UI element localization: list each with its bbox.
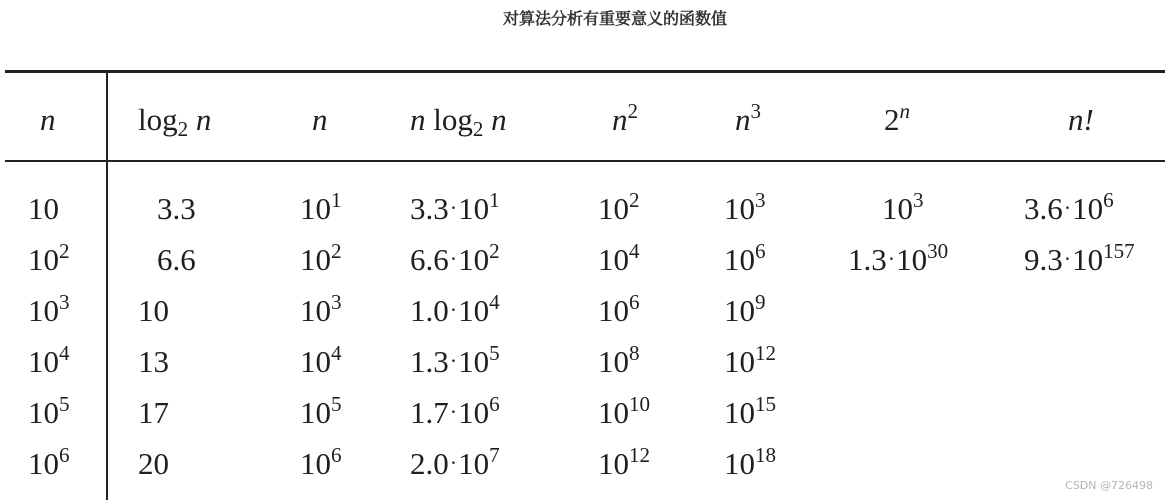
cell-2-pow-n: $1.3\cdot 10^{30}$ <box>848 239 949 277</box>
cell-2-pow-n: $10^3$ <box>882 188 924 226</box>
cell-n: $10^6$ <box>28 443 70 481</box>
table-top-rule <box>5 70 1165 73</box>
header-n-cubed: $n^3$ <box>735 99 762 137</box>
cell-n-factorial: $3.6\cdot 10^6$ <box>1024 188 1114 226</box>
cell-nlog2n: $3.3\cdot 10^1$ <box>410 188 500 226</box>
cell-n-linear: $10^4$ <box>300 341 342 379</box>
cell-log2n: 17 <box>138 395 169 430</box>
cell-n-squared: $10^8$ <box>598 341 640 379</box>
header-n-squared: $n^2$ <box>612 99 639 137</box>
header-n-linear: n <box>312 102 328 137</box>
watermark: CSDN @726498 <box>1065 479 1153 492</box>
cell-n-linear: $10^2$ <box>300 239 342 277</box>
cell-nlog2n: $1.3\cdot 10^5$ <box>410 341 500 379</box>
cell-n-factorial: $9.3\cdot 10^{157}$ <box>1024 239 1135 277</box>
header-nlog2n: n $\log_2 n$ <box>410 102 507 142</box>
cell-n-squared: $10^{12}$ <box>598 443 651 481</box>
cell-n: $10^3$ <box>28 290 70 328</box>
cell-n-squared: $10^6$ <box>598 290 640 328</box>
cell-n-linear: $10^5$ <box>300 392 342 430</box>
cell-n: $10^5$ <box>28 392 70 430</box>
cell-n-cubed: $10^{12}$ <box>724 341 777 379</box>
table-vertical-rule <box>106 72 108 500</box>
cell-n-cubed: $10^{15}$ <box>724 392 777 430</box>
cell-n: $10^2$ <box>28 239 70 277</box>
cell-n-cubed: $10^{18}$ <box>724 443 777 481</box>
header-2-pow-n: 2$^n$ <box>884 99 911 137</box>
cell-n-linear: $10^1$ <box>300 188 342 226</box>
cell-log2n: 13 <box>138 344 169 379</box>
cell-log2n: 6.6 <box>157 242 196 277</box>
cell-nlog2n: $6.6\cdot 10^2$ <box>410 239 500 277</box>
cell-n: 10 <box>28 191 59 226</box>
cell-n-linear: $10^3$ <box>300 290 342 328</box>
cell-n-squared: $10^4$ <box>598 239 640 277</box>
cell-n-cubed: $10^6$ <box>724 239 766 277</box>
cell-nlog2n: $1.7\cdot 10^6$ <box>410 392 500 430</box>
cell-n-linear: $10^6$ <box>300 443 342 481</box>
table-header-rule <box>5 160 1165 162</box>
header-n: n <box>40 102 56 137</box>
cell-log2n: 20 <box>138 446 169 481</box>
cell-n-squared: $10^2$ <box>598 188 640 226</box>
header-log2n: $\log_2 n$ <box>138 102 212 142</box>
cell-n-squared: $10^{10}$ <box>598 392 651 430</box>
cell-log2n: 10 <box>138 293 169 328</box>
cell-n-cubed: $10^9$ <box>724 290 766 328</box>
cell-nlog2n: $1.0\cdot 10^4$ <box>410 290 500 328</box>
cell-n: $10^4$ <box>28 341 70 379</box>
page-title: 对算法分析有重要意义的函数值 <box>502 9 727 28</box>
cell-n-cubed: $10^3$ <box>724 188 766 226</box>
header-n-factorial: n! <box>1068 102 1094 137</box>
cell-log2n: 3.3 <box>157 191 196 226</box>
cell-nlog2n: $2.0\cdot 10^7$ <box>410 443 500 481</box>
